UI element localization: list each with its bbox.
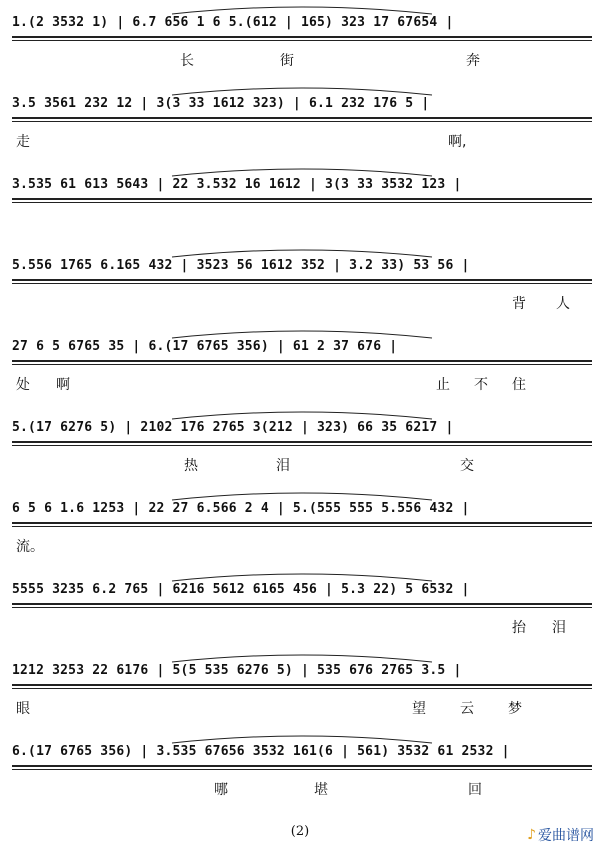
lyric-char: 哪 <box>214 782 228 798</box>
underline-bar <box>12 121 592 122</box>
lyric-char: 啊 <box>56 377 70 393</box>
lyric-char: 梦 <box>508 701 522 717</box>
lyric-char: 住 <box>512 377 526 393</box>
lyric-char: 流。 <box>16 539 44 555</box>
lyric-char: 眼 <box>16 701 30 717</box>
notation-line: 3.535 61 613 5643 | 22 3.532 16 1612 | 3(3 33 3532 123 | <box>12 177 462 192</box>
page-number: (2) <box>290 824 310 839</box>
underline-bar <box>12 441 592 443</box>
lyric-char: 处 <box>16 377 30 393</box>
lyric-char: 背 <box>512 296 526 312</box>
lyric-char: 抬 <box>512 620 526 636</box>
notation-line: 5555 3235 6.2 765 | 6216 5612 6165 456 | 5.3 22) 5 6532 | <box>12 582 470 597</box>
notation-line: 5.556 1765 6.165 432 | 3523 56 1612 352 | 3.2 33) 53 56 | <box>12 258 470 273</box>
notation-line: 6.(17 6765 356) | 3.535 67656 3532 161(6 | 561) 3532 61 2532 | <box>12 744 510 759</box>
underline-bar <box>12 283 592 284</box>
underline-bar <box>12 364 592 365</box>
underline-bar <box>12 36 592 38</box>
underline-bar <box>12 769 592 770</box>
logo-text: 爱曲谱网 <box>538 828 594 844</box>
underline-bar <box>12 607 592 608</box>
lyric-char: 泪 <box>276 458 290 474</box>
underline-bar <box>12 198 592 200</box>
lyric-char: 泪 <box>552 620 566 636</box>
lyric-char: 止 <box>436 377 450 393</box>
lyric-char: 热 <box>184 458 198 474</box>
underline-bar <box>12 688 592 689</box>
lyric-char: 回 <box>468 782 482 798</box>
notation-line: 3.5 3561 232 12 | 3(3 33 1612 323) | 6.1 232 176 5 | <box>12 96 430 111</box>
underline-bar <box>12 445 592 446</box>
underline-bar <box>12 117 592 119</box>
lyric-char: 人 <box>556 296 570 312</box>
notation-line: 6 5 6 1.6 1253 | 22 27 6.566 2 4 | 5.(555 555 5.556 432 | <box>12 501 470 516</box>
lyric-char: 不 <box>474 377 488 393</box>
lyric-char: 长 <box>180 53 194 69</box>
music-system <box>12 741 592 821</box>
lyric-char: 啊, <box>448 134 467 150</box>
lyric-char: 望 <box>412 701 426 717</box>
lyric-char: 街 <box>280 53 294 69</box>
underline-bar <box>12 684 592 686</box>
underline-bar <box>12 526 592 527</box>
notation-line: 1.(2 3532 1) | 6.7 656 1 6 5.(612 | 165) 323 17 67654 | <box>12 15 454 30</box>
underline-bar <box>12 360 592 362</box>
lyric-char: 走 <box>16 134 30 150</box>
underline-bar <box>12 765 592 767</box>
site-logo <box>527 825 594 845</box>
lyric-char: 交 <box>460 458 474 474</box>
notation-line: 1212 3253 22 6176 | 5(5 535 6276 5) | 535 676 2765 3.5 | <box>12 663 462 678</box>
underline-bar <box>12 40 592 41</box>
underline-bar <box>12 202 592 203</box>
lyric-char: 堪 <box>314 782 328 798</box>
underline-bar <box>12 279 592 281</box>
underline-bar <box>12 522 592 524</box>
notation-line: 27 6 5 6765 35 | 6.(17 6765 356) | 61 2 37 676 | <box>12 339 398 354</box>
lyric-char: 奔 <box>466 53 480 69</box>
note-icon: ♪ <box>527 827 536 843</box>
lyric-char: 云 <box>460 701 474 717</box>
underline-bar <box>12 603 592 605</box>
notation-line: 5.(17 6276 5) | 2102 176 2765 3(212 | 323) 66 35 6217 | <box>12 420 454 435</box>
